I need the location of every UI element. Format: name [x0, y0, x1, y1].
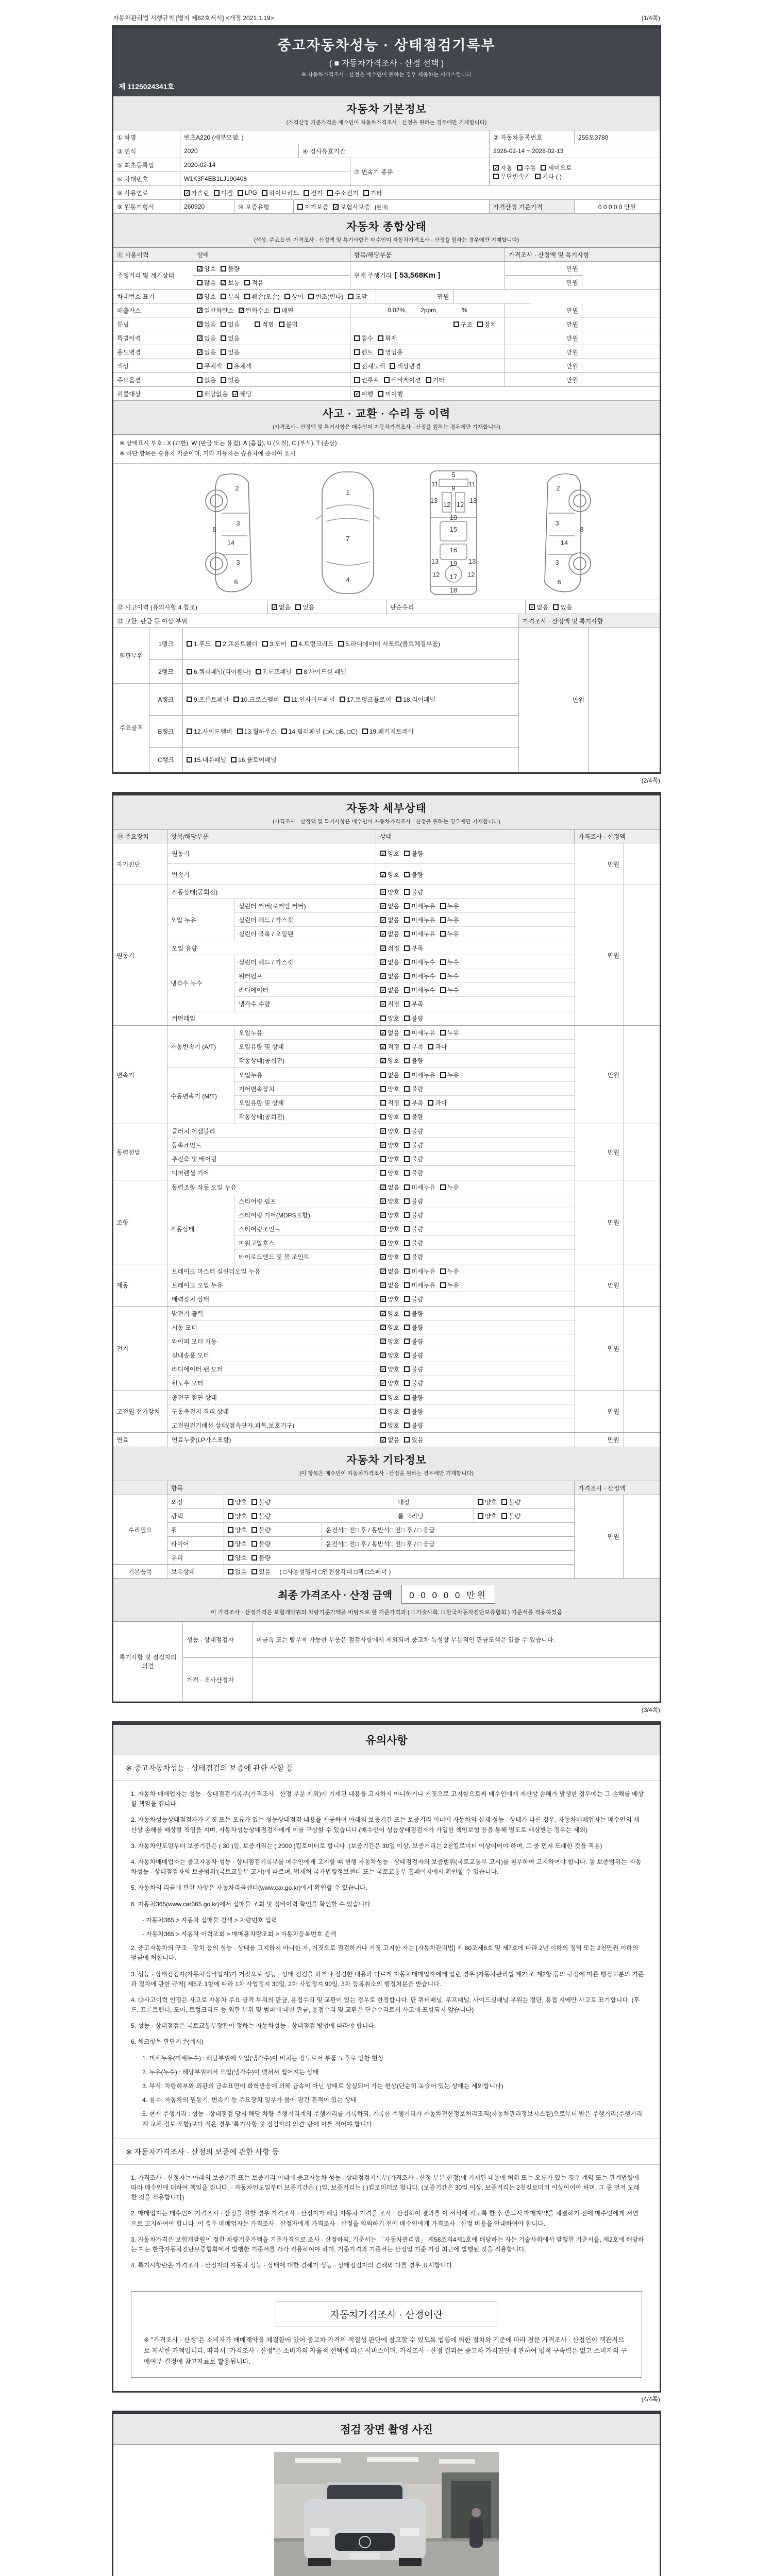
base-price-value: 0 0 0 0 0 만원: [575, 200, 660, 214]
price-unit: 만원: [505, 262, 582, 276]
notice-title: 유의사항: [113, 1725, 660, 1755]
tuning-kind-options: 구조 장치: [350, 317, 505, 331]
price-unit: 만원: [505, 276, 582, 290]
rank-price-header: 가격조사 · 산정액 및 특기사항: [519, 614, 660, 628]
vin-mark-label: 차대번호 표기: [113, 290, 193, 303]
etc-info-table: 항목 가격조사 · 산정액 수리필요 외장 양호 불량 내장 양호 불량 광택 양호 불량 룸 크리닝 양호 불량 휠 양호 불량 운전석□ 전□ 후 / 동반석□ 전□ 후 / □ 응급 타이어 양호 불량 운전석□ 전□ 후 / 동반석□ 전□ 후 / □ 응급 유리 양호 불량 기본품목 보유상태 없음 있음 ( □사용설명서 □안전삼각대 □잭 □스패너 ) 만원: [113, 1481, 660, 1579]
svg-text:12: 12: [432, 571, 440, 579]
group-electric: 전기 발전기 출력 ✓ 양호 불량 시동 모터 ✓ 양호 불량 와이퍼 모터 기능 ✓ 양호 불량 실내송풍 모터 ✓ 양호 불량 라디에이터 팬 모터 ✓ 양호 불량 윈도우 모터 ✓ 양호 불량 만원: [113, 1307, 660, 1391]
svg-text:5: 5: [451, 471, 456, 479]
svg-text:8: 8: [580, 526, 584, 534]
year-value: 2020: [180, 144, 299, 158]
group-engine: 원동기 작동상태(공회전) ✓ 양호 불량 오일 누유 실린더 커버(로커암 커버) ✓ 없음 미세누유 누유 실린더 헤드 / 가스킷 ✓ 없음 미세누유 누유 실린더 블록 / 오일팬 ✓ 없음 미세누유 누유 오일 유량 ✓ 적정 부족 냉각수 누수 실린더 헤드 / 가스킷 ✓ 없음 미세누수 누수 워터펌프 ✓ 없음 미세누수 누수 라디에이터 ✓ 없음 미세누수 누수 냉각수 수량 ✓ 적정 부족 커먼레일 양호 불량 만원: [113, 885, 660, 1026]
inspector-opinion: 비금속 또는 탈부착 가능한 부품은 점검사항에서 제외되며 중고차 특성상 부분적인 판금도색은 있을 수 있습니다.: [253, 1622, 660, 1658]
definition-box-text: ※ "가격조사 · 산정"은 소비자가 매매계약을 체결함에 있어 중고차 가격의 적절성 판단에 참고할 수 있도록 법령에 의한 절차와 기준에 따라 전문 가격조사 · 산정인이 객관적으로 제시한 가액입니다. 따라서 "가격조사 · 산정"은 소비자의 자율적 선택에 따른 서비스이며, 가격조사 · 산정 결과는 중고차 가격판단에 관하여 법적 구속력은 없고 소비자의 구매여부 결정에 참고자료로 활용됩니다.: [144, 2336, 627, 2365]
group-fuel: 연료 연료누출(LP가스포함) ✓ 없음 있음 만원: [113, 1433, 660, 1447]
price-unit: 만원: [376, 290, 453, 303]
car-diagram-svg: [129, 468, 644, 598]
rank-table-title: ⑬ 교환, 판금 등 이상 부위: [113, 614, 519, 628]
overall-status-table: [113, 248, 660, 401]
svg-text:9: 9: [451, 484, 456, 493]
page-mark-4: (4/4쪽): [641, 2396, 660, 2403]
svg-text:3: 3: [555, 519, 559, 528]
accident-history-row: [113, 600, 660, 614]
opinion-table: [113, 1622, 660, 1702]
section-title: 사고 · 교환 · 수리 등 이력: [322, 408, 451, 420]
basic-items-label: 기본품목: [113, 1565, 167, 1579]
page-mark-1: (1/4쪽): [641, 14, 660, 22]
definition-box-title: 자동차가격조사 · 산정이란: [276, 2301, 497, 2327]
fuel-label: ⑧ 사용연료: [113, 186, 180, 200]
car-name-value: 벤츠A220 (세부모델: ): [180, 130, 490, 144]
svg-text:12: 12: [456, 501, 464, 509]
inspection-photo-front: [274, 2452, 499, 2576]
section-note: (가격산정 기준가격은 매수인이 자동차가격조사 · 산정을 원하는 경우에만 기재합니다): [286, 120, 487, 126]
svg-text:11: 11: [431, 480, 439, 488]
document-number: 제 1125024341호: [113, 78, 660, 96]
svg-text:8: 8: [212, 526, 216, 534]
vin-mark-options: ✓ 양호 부식 훼손(오손) 상이 변조(변타) 도말: [193, 290, 376, 303]
appraiser-opinion: [253, 1658, 660, 1702]
svg-text:6: 6: [234, 578, 238, 586]
section-note: (이 항목은 매수인이 자동차가격조사 · 산정을 원하는 경우에만 기재합니다): [299, 1470, 474, 1477]
rankC-label: C랭크: [149, 748, 183, 772]
diagram-legend: [113, 435, 660, 464]
color-kind-options: 전체도색 색상변경: [350, 359, 505, 373]
accident-history-options: ✓ 없음 있음: [268, 600, 386, 614]
mileage-label: 주행거리 및 계기상태: [113, 262, 193, 290]
color-label: 색상: [113, 359, 193, 373]
group-steering: 조향 동력조향 작동 오일 누유 ✓ 없음 미세누유 누유 작동상태 스티어링 펌프 ✓ 양호 불량 스티어링 기어(MDPS포함) ✓ 양호 불량 스티어링조인트 ✓ 양호 불량 파워고압호스 ✓ 양호 불량 타이로드엔드 및 볼 조인트 ✓ 양호 불량 만원: [113, 1180, 660, 1264]
page-2: [112, 792, 661, 1703]
engine-type-value: 260920: [180, 200, 234, 214]
top-rule-line: [112, 0, 661, 25]
svg-text:15: 15: [449, 526, 458, 534]
svg-text:4: 4: [346, 576, 350, 584]
emission-options: ✓ 일산화탄소 ✓ 탄화수소 매연: [193, 303, 350, 317]
mileage-current-value: [ 53,568Km ]: [394, 271, 441, 280]
svg-text:17: 17: [449, 573, 458, 581]
transmission-options-row1: ✓ 자동 수동 세미오토: [494, 164, 572, 172]
opinion-row-label: 특기사항 및 점검자의 의견: [113, 1622, 183, 1702]
svg-text:13: 13: [469, 497, 477, 505]
engine-type-label: ⑨ 원동기형식: [113, 200, 180, 214]
rank2-label: 2랭크: [149, 660, 183, 684]
price-appraisal-definition-box: [131, 2291, 642, 2378]
svg-text:3: 3: [236, 519, 240, 528]
warranty-provider: [현대]: [375, 205, 388, 211]
price-unit: 만원: [505, 359, 582, 373]
car-name-label: ① 차명: [113, 130, 180, 144]
page-1: [112, 25, 661, 774]
tuning-status: ✓ 없음 있음 적법 불법: [193, 317, 350, 331]
mileage-current-label: 현재 주행거리: [354, 272, 392, 279]
svg-text:12: 12: [443, 501, 451, 509]
main-frame-label: 주요골격: [113, 684, 149, 772]
rank1-label: 1랭크: [149, 628, 183, 660]
usage-change-kind-options: 렌트 영업용: [350, 345, 505, 359]
document-note: ※ 자동차가격조사 · 산정은 매수인이 원하는 경우 제공하는 서비스입니다: [301, 72, 472, 78]
rank-price-unit: 만원: [519, 628, 589, 772]
transmission-options-row2: 무단변속기 기타 ( ): [493, 172, 577, 181]
price-unit: 만원: [505, 331, 582, 345]
svg-text:18: 18: [449, 586, 458, 595]
main-option-options: 없음 있음: [193, 373, 350, 387]
title-banner: [113, 29, 660, 78]
rankA-options: 9.프론트패널 10.크로스멤버 11.인사이드패널 17.트렁크플로어 18.리어패널: [183, 684, 519, 716]
final-price-label: 최종 가격조사 · 산정 금액: [278, 1590, 393, 1602]
notice-section1-items: 1. 자동차 매매업자는 성능 · 상태점검기록부(가격조사 · 산정 부분 제외)에 기재된 내용을 고지하지 아니하거나 거짓으로 고지함으로써 매수인에게 재산상 손해가 발생한 경우에는 그 손해를 배상할 책임을 집니다. 2. 자동차성능상태점검자가 거짓 또는 오류가 있는 성능상태점검 내용을 제공하여 아래의 보증기간 또는 보증거리 이내에 자동차의 실제 성능 · 상태가 다른 경우, 자동차매매업자는 매수인의 재산상 손해를 배상할 책임을 지며, 자동차성능상태점검자에게 이를 구상할 수 있습니다.(매수인이 성능상태점검자가 가입한 책임보험 등을 통해 별도로 배상받는 경우는 제외) 3. 자동차인도일부터 보증기간은 ( 30 )일, 보증거리는 ( 2000 )킬로미터로 합니다. (보증기간은 30일 이상, 보증거리는 2천킬로미터 이상이어야 하며, 그 중 먼저 도래한 것을 적용) 4. 자동차매매업자는 중고자동차 성능 · 상태점검기록부를 매수인에게 고지할 때 현행 자동차성능 · 상태점검자의 보증범위(국토교통부 고시)를 첨부하여 고지하여야 합니다. 동 보증범위는 '자동차성능 · 상태점검자의 보증범위'(국토교통부 고시)에 따르며, 법제처 국가법령정보센터 또는 국토교통부 홈페이지에서 확인할 수 있습니다. 5. 자동차의 리콜에 관한 사항은 자동차리콜센터(www.car.go.kr)에서 확인할 수 있습니다. 6. 자동차365(www.car365.go.kr)에서 실매물 조회 및 정비이력 확인을 확인할 수 있습니다. - 자동차365 > 자동차 실매물 검색 > 차량번호 입력 - 자동차365 > 자동차 이력조회 > 매매용차량조회 > 자동차등록번호 검색 2. 중고자동차의 구조 · 장치 등의 성능 · 상태를 고지하지 아니한 자, 거짓으로 점검하거나 거짓 고지한 자는 [자동차관리법] 제 80조제6호 및 제7호에 따라 2년 이하의 징역 또는 2천만원 이하의 벌금에 처합니다. 3. 성능 · 상태점검자(자동차정비업자)가 거짓으로 성능 · 상태 점검을 하거나 점검한 내용과 다르게 자동차매매업자에게 알린 경우 [자동차관리법 제21조 제2항 등의 규정에 따른 행정처분의 기준과 절차에 관한 규칙] 제5조 1항에 따라 1차 사업정지 30일, 2차 사업정지 90일, 3차 등록취소의 행정처분을 받습니다. 4. ⑫사고이력 인정은 사고로 자동차 주요 골격 부위의 판금, 용접수리 및 교환이 있는 경우로 한정합니다. 단 쿼터패널, 루프패널, 사이드실패널 부위는 절단, 용접 시에만 사고로 표기합니다. (후드, 프론트펜더, 도어, 트렁크리드 등 외판 부위 및 범퍼에 대한 판금, 용접수리 및 교환은 단순수리로서 사고에 포함되지 않습니다) 5. 성능 · 상태점검은 국토교통부장관이 정하는 자동차성능 · 상태점검 방법에 따라야 합니다. 6. 체크항목 판단기준(예시) 1. 미세누유(미세누수) : 해당부위에 오일(냉각수)이 비치는 정도로서 부품 노후로 인한 현상 2. 누유(누수) : 해당부위에서 오일(냉각수)이 맺혀서 떨어지는 상태 3. 부식: 차량하부와 외판의 금속표면이 화학반응에 의해 금속이 아닌 상태로 상실되어 가는 현상(단순히 녹슬어 있는 상태는 제외합니다) 4. 침수: 자동차의 원동기, 변속기 등 주요장치 일부가 물에 잠긴 흔적이 있는 상태 5. 현재 주행거리 : 성능 · 상태점검 당시 해당 차량 주행거리계의 주행거리를 기록하되, 기록한 주행거리가 자동차전산정보처리조직(자동차관리정보시스템)으로부터 받은 주행거리(주행거리계 교체 정보 포함)보다 적은 경우 '특기사항 및 점검자의 의견' 란에 이를 적어야 합니다.: [131, 1790, 644, 2128]
usage-change-options: ✓ 없음 있음: [193, 345, 350, 359]
etc-price-unit: 만원: [575, 1495, 624, 1579]
inspector-label: 성능 · 상태점검자: [183, 1622, 253, 1658]
price-unit: 만원: [505, 345, 582, 359]
section-title: 자동차 기타정보: [346, 1454, 427, 1467]
svg-text:19: 19: [449, 560, 458, 568]
car-top-view: [316, 472, 380, 594]
main-option-label: 주요옵션: [113, 373, 193, 387]
svg-text:3: 3: [555, 558, 559, 567]
col-header-item: 항목/해당부품: [350, 248, 505, 262]
col-header-usage: ⑪ 사용이력: [113, 248, 193, 262]
special-history-label: 특별이력: [113, 331, 193, 345]
panel-rank-table: [113, 614, 660, 772]
notice-section1-title: ※ 중고자동차성능 · 상태점검의 보증에 관한 사항 등: [113, 1755, 660, 1781]
rankB-label: B랭크: [149, 716, 183, 748]
color-options: 무채색 유채색: [193, 359, 350, 373]
basic-info-table: [113, 130, 660, 214]
section-note: (가격조사 · 산정액 및 특기사항은 매수인이 자동차가격조사 · 산정을 원하는 경우에만 기재합니다): [273, 819, 500, 825]
final-price-note: 이 가격조사 · 산정가격은 보험개발원의 차량기준가액을 바탕으로 한 기준가격과 ( □ 기술사회, □ 한국자동차진단보증협회 ) 기준서를 적용하였음: [211, 1609, 562, 1616]
document-title: 중고자동차성능 · 상태점검기록부: [277, 38, 496, 53]
inspection-period-value: 2026-02-14 ~ 2028-02-13: [490, 144, 660, 158]
transmission-label: ⑦ 변속기 종류: [350, 158, 490, 186]
warranty-checklist: 자가보증 ✓ 보험사보증: [297, 202, 375, 211]
group-transmission: 변속기 자동변속기 (A/T) 오일누유 ✓ 없음 미세누유 누유 오일유량 및 상태 ✓ 적정 부족 과다 작동상태(공회전) ✓ 양호 불량 수동변속기 (M/T) 오일누유 없음 미세누유 누유 기어변속장치 양호 불량 오일유량 및 상태 적정 부족 과다 작동상태(공회전) 양호 불량 만원: [113, 1026, 660, 1124]
vin-label: ⑥ 차대번호: [113, 172, 180, 186]
legend-note: ※ 하단 항목은 승용차 기준이며, 기타 자동차는 승용차에 준하여 표시: [120, 450, 296, 457]
page-4: [112, 2411, 661, 2576]
photo-section: [113, 2445, 660, 2576]
vin-value: W1K3F4EB1LJ190408: [180, 172, 350, 186]
simple-repair-options: ✓ 없음 있음: [526, 600, 660, 614]
accident-history-header: [113, 401, 660, 435]
mileage-current: [350, 262, 505, 290]
car-diagram: [113, 464, 660, 600]
section-title: 자동차 기본정보: [346, 104, 427, 115]
first-reg-label: ⑤ 최초등록일: [113, 158, 180, 172]
final-price-value: 0 0 0 0 0 만원: [401, 1585, 495, 1604]
base-price-label: 가격산정 기준가격: [490, 200, 575, 214]
reg-no-label: ② 자동차등록번호: [490, 130, 575, 144]
col-header-state: 상태: [193, 248, 350, 262]
inspection-period-label: ④ 검사유효기간: [299, 144, 490, 158]
recall-options: 해당없음 ✓ 해당: [193, 387, 350, 401]
document: [112, 0, 661, 2576]
recall-done-options: ✓ 이행 미이행: [350, 387, 660, 401]
svg-text:2: 2: [556, 484, 560, 493]
section-title: 자동차 종합상태: [346, 221, 427, 233]
fuel-options: ✓ 가솔린 디젤 LPG 하이브리드 전기 수소전기 기타: [180, 186, 660, 200]
price-unit: 만원: [505, 303, 582, 317]
rankA-label: A랭크: [149, 684, 183, 716]
overall-status-header: [113, 214, 660, 248]
car-side-left: [206, 474, 251, 592]
tuning-label: 튜닝: [113, 317, 193, 331]
section-note: (색상, 주요옵션, 가격조사 · 산정액 및 특기사항은 매수인이 자동차가격조사 · 산정을 원하는 경우에만 기재합니다): [254, 237, 519, 243]
recall-label: 리콜대상: [113, 387, 193, 401]
rank1-options: 1.후드 2.프론트휀더 3.도어 4.트렁크리드 5.라디에이터 서포트(볼트체결부품): [183, 628, 519, 660]
svg-text:13: 13: [430, 497, 438, 505]
detail-status-header: [113, 795, 660, 829]
svg-text:13: 13: [431, 557, 439, 566]
legend-symbols: ※ 상태표시 부호 : X (교환), W (판금 또는 용접), A (흠집), U (요철), C (부식), T (손상): [120, 440, 337, 447]
rankC-options: 15.대쉬패널 16.플로어패널: [183, 748, 519, 772]
detail-table-header: ⑭ 주요장치 항목/해당부품 상태 가격조사 · 산정액: [113, 829, 660, 843]
mileage-status-options: ✓ 양호 불량: [193, 262, 350, 276]
outer-panel-label: 외판부위: [113, 628, 149, 684]
photo-section-title: 점검 장면 촬영 사진: [113, 2414, 660, 2445]
warranty-options: [294, 200, 490, 214]
repair-needed-label: 수리필요: [113, 1495, 167, 1565]
first-reg-value: 2020-02-14: [180, 158, 350, 172]
special-history-options: ✓ 없음 있음: [193, 331, 350, 345]
emission-values: 0.02%, 2ppm, %: [350, 303, 505, 317]
emission-label: 배출가스: [113, 303, 193, 317]
year-label: ③ 연식: [113, 144, 180, 158]
simple-repair-label: 단순수리: [386, 600, 526, 614]
group-powertrain: 동력전달 클러치 어셈블리 ✓ 양호 불량 등속죠인트 ✓ 양호 불량 추진축 및 베어링 양호 불량 디퍼렌셜 기어 양호 불량 만원: [113, 1124, 660, 1180]
page-mark-3: (3/4쪽): [641, 1706, 660, 1714]
section-note: (가격조사 · 산정액 및 특기사항은 매수인이 자동차가격조사 · 산정을 원하는 경우에만 기재합니다): [273, 424, 500, 430]
group-high-voltage: 고전원 전기장치 충전구 절연 상태 양호 불량 구동축전지 격리 상태 양호 불량 고전원전기배선 상태(접속단자,피복,보호기구) 양호 불량 만원: [113, 1391, 660, 1433]
warranty-label: ⑩ 보증유형: [234, 200, 294, 214]
price-unit: 만원: [505, 373, 582, 387]
section-title: 자동차 세부상태: [346, 803, 427, 815]
car-bottom-view: [430, 471, 477, 595]
svg-text:13: 13: [468, 557, 476, 566]
rank2-options: 6.쿼터패널(리어휀다) 7.루프패널 8.사이드실 패널: [183, 660, 519, 684]
svg-text:2: 2: [235, 484, 239, 493]
svg-text:11: 11: [468, 480, 476, 488]
basic-info-header: [113, 96, 660, 130]
svg-text:10: 10: [449, 514, 458, 522]
accident-history-label: ⑫ 사고이력 (유의사항 4.참조): [113, 600, 268, 614]
etc-info-header: [113, 1447, 660, 1481]
page-3: [112, 1721, 661, 2393]
reg-no-value: 255오3780: [575, 130, 660, 144]
rankB-options: 12.사이드멤버 13.휠하우스 14.필러패널 (□A, □B, □C) 19.패키지트레이: [183, 716, 519, 748]
transmission-options: [490, 158, 660, 186]
basic-items-status: 없음 있음 ( □사용설명서 □안전삼각대 □잭 □스패너 ): [224, 1565, 575, 1579]
svg-text:14: 14: [227, 539, 235, 547]
car-side-right: [545, 474, 591, 592]
svg-text:14: 14: [560, 539, 568, 547]
col-header-price: 가격조사 · 산정액 및 특기사항: [505, 248, 660, 262]
notice-section2-title: ※ 자동차가격조사 · 산정의 보증에 관한 사항 등: [113, 2139, 660, 2165]
rule-reference: 자동차관리법 시행규칙 [별지 제82호서식] <개정 2021.1.19>: [113, 14, 274, 22]
notice-section2-items: 1. 가격조사 · 산정자는 아래의 보증기간 또는 보증거리 이내에 중고자동차 성능 · 상태점검기록부(가격조사 · 산정 부분 한정)에 기재된 내용에 허위 또는 오류가 있는 경우 계약 또는 관계법령에 따라 매수인에 대하여 책임을 집니다. · 자동차인도일부터 보증기간은 ( )일, 보증거리는 ( )킬로미터로 합니다. (보증기간은 30일 이상, 보증거리는 2천킬로미터 이상이어야 하며, 그 중 먼저 도래한 것을 적용합니다) 2. 매매업자는 매수인이 가격조사 · 산정을 원할 경우 가격조사 · 산정자가 해당 자동차 가격을 조사 · 산정하여 결과를 이 서식에 적도록 한 후 반드시 매매계약을 체결하기 전에 매수인에게 서면으로 고지하여야 합니다. 이 경우 매매업자는 가격조사 · 산정자에게 가격조사 · 산정을 의뢰하기 전에 매수인에게 가격조사 · 산정 비용을 안내하여야 합니다. 3. 자동차가격은 보험개발원이 정한 차량기준가액을 기준가격으로 조사 · 산정하되, 기준서는 「자동차관리법」 제58조의4제1호에 해당하는 자는 기술사회에서 발행한 기준서를, 제2호에 해당하는 자는 한국자동차진단보증협회에서 발행한 기준서를 각각 적용하여야 하며, 기준가격과 기준서는 산정일 기준 가장 최근에 발행된 것을 적용합니다. 4. 특기사항란은 가격조사 · 산정자의 자동차 성능 · 상태에 대한 견해가 성능 · 상태점검자의 견해와 다를 경우 표시합니다.: [131, 2174, 644, 2269]
final-price-section: [113, 1579, 660, 1622]
svg-text:1: 1: [346, 488, 350, 497]
svg-text:16: 16: [449, 546, 458, 554]
page-mark-2: (2/4쪽): [641, 777, 660, 785]
price-unit: 만원: [505, 317, 582, 331]
special-history-kind-options: 침수 화재: [350, 331, 505, 345]
mileage-amount-options: 많음 ✓ 보통 적음: [193, 276, 350, 290]
appraiser-label: 가격 · 조사산정자: [183, 1658, 253, 1702]
svg-text:3: 3: [236, 558, 240, 567]
svg-text:7: 7: [346, 535, 350, 543]
svg-text:12: 12: [467, 571, 475, 579]
svg-text:6: 6: [557, 578, 561, 586]
usage-change-label: 용도변경: [113, 345, 193, 359]
document-subtitle: ( ■ 자동차가격조사 · 산정 선택 ): [329, 59, 444, 68]
main-option-kind-options: 썬루프 네비게이션 기타: [350, 373, 505, 387]
group-brake: 제동 브레이크 마스터 실린더오일 누유 ✓ 없음 미세누유 누유 브레이크 오일 누유 ✓ 없음 미세누유 누유 배력장치 상태 ✓ 양호 불량 만원: [113, 1264, 660, 1307]
group-self-diagnosis: 자기진단 원동기 ✓ 양호 불량 변속기 ✓ 양호 불량 만원: [113, 843, 660, 885]
